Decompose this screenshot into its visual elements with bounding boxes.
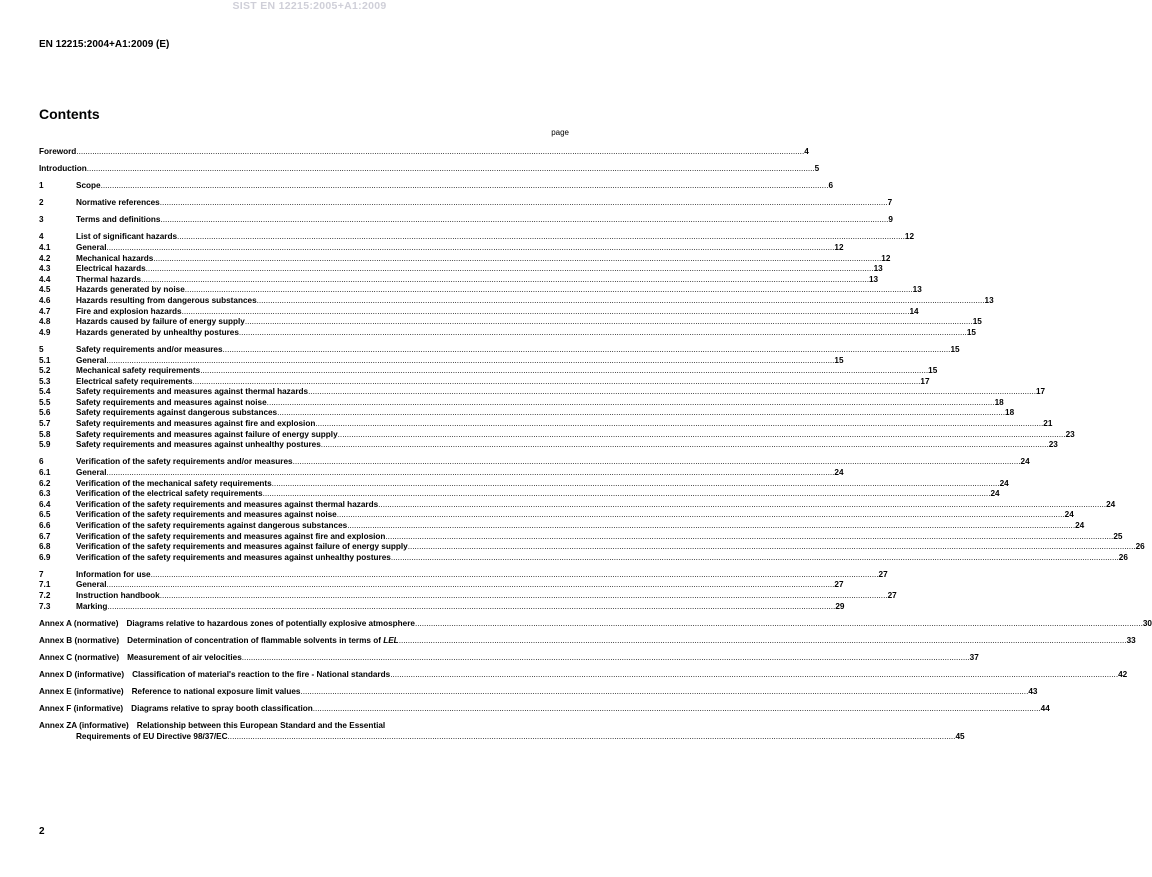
toc-section-number: 5 <box>39 344 44 354</box>
leader-dots <box>257 296 985 307</box>
leader-dots <box>76 147 804 158</box>
toc-subsection-title: Safety requirements and measures against noise <box>76 397 267 407</box>
toc-subsection-title: Electrical hazards <box>76 264 146 274</box>
leader-dots <box>263 489 991 500</box>
leader-dots <box>378 500 1106 511</box>
toc-subsection-page: 26 <box>1135 542 1145 552</box>
toc-subsection[interactable] <box>39 296 994 307</box>
leader-dots <box>160 198 888 209</box>
toc-subsection-number: 4.8 <box>39 317 51 327</box>
toc-subsection-page: 15 <box>834 355 844 365</box>
toc-subsection-page: 29 <box>835 601 845 611</box>
toc-subsection-page: 21 <box>1043 419 1053 429</box>
toc-subsection-page: 12 <box>834 243 844 253</box>
toc-subsection-title: Safety requirements and measures against thermal hazards <box>76 387 309 397</box>
toc-section[interactable] <box>39 344 960 356</box>
toc-subsection-number: 4.4 <box>39 274 51 284</box>
toc-subsection[interactable] <box>39 306 919 318</box>
leader-dots <box>272 479 1000 490</box>
toc-annex-label: Annex B (normative) <box>39 635 120 645</box>
toc-section-title: Safety requirements and/or measures <box>76 344 223 354</box>
leader-dots <box>337 510 1065 521</box>
toc-subsection-number: 5.9 <box>39 440 51 450</box>
toc-subsection-page: 17 <box>920 376 930 386</box>
toc-annex-title <box>132 670 390 681</box>
toc-subsection-page: 25 <box>1113 531 1123 541</box>
toc-subsection[interactable] <box>39 542 1145 553</box>
leader-dots <box>141 275 869 286</box>
toc-subsection-title: Mechanical safety requirements <box>76 366 201 376</box>
toc-section[interactable] <box>39 198 893 209</box>
leader-dots <box>408 542 1136 553</box>
toc-section-page: 24 <box>1020 457 1030 467</box>
toc-annex[interactable] <box>39 721 569 732</box>
toc-subsection-page: 18 <box>1005 408 1015 418</box>
toc-subsection-number: 4.9 <box>39 327 51 337</box>
toc-subsection-title: Hazards caused by failure of energy supply <box>76 317 245 327</box>
leader-dots <box>242 653 970 664</box>
toc-subsection-title: General <box>76 580 107 590</box>
toc-annex[interactable] <box>39 635 1136 647</box>
leader-dots <box>151 570 879 581</box>
leader-dots <box>107 602 835 613</box>
leader-dots <box>228 732 956 743</box>
toc-subsection[interactable] <box>39 580 844 591</box>
toc-subsection[interactable] <box>39 419 1053 430</box>
toc-annex-title <box>132 687 301 698</box>
document-id: EN 12215:2004+A1:2009 (E) <box>39 39 170 50</box>
toc-subsection-title: Safety requirements and measures against fire and explosion <box>76 419 316 429</box>
toc-subsection-number: 5.1 <box>39 355 51 365</box>
toc-subsection-page: 17 <box>1036 387 1046 397</box>
toc-subsection[interactable] <box>39 355 844 367</box>
toc-subsection-number: 4.1 <box>39 243 51 253</box>
leader-dots <box>200 366 928 377</box>
toc-annex[interactable] <box>39 687 1038 698</box>
toc-subsection[interactable] <box>39 489 1000 500</box>
toc-annex-title-text: Determination of concentration of flammable solvents in terms of <box>127 635 381 645</box>
toc-annex-title-text: Reference to national exposure limit values <box>131 687 301 697</box>
toc-annex-continuation[interactable] <box>39 731 965 743</box>
leader-dots <box>390 670 1118 681</box>
leader-dots <box>107 356 835 367</box>
toc-annex-page: 43 <box>1028 687 1038 697</box>
page-title: Contents <box>39 106 100 122</box>
toc-annex-title <box>127 653 242 664</box>
toc-subsection-page: 26 <box>1118 552 1128 562</box>
toc-subsection-page: 13 <box>873 264 883 274</box>
toc-subsection[interactable] <box>39 264 883 275</box>
toc-subsection-title: General <box>76 467 107 477</box>
toc-section-title: Scope <box>76 181 101 191</box>
toc-subsection-number: 5.6 <box>39 408 51 418</box>
toc-subsection-title: Fire and explosion hazards <box>76 306 182 316</box>
toc-subsection[interactable] <box>39 478 1009 490</box>
toc-subsection-page: 23 <box>1065 429 1075 439</box>
toc-subsection-page: 14 <box>909 306 919 316</box>
leader-dots <box>385 532 1113 543</box>
toc-entry-title: Foreword <box>39 147 77 156</box>
toc-annex-title-text: Classification of material's reaction to the fire - National standards <box>132 669 391 679</box>
toc-subsection-title: Marking <box>76 601 108 611</box>
toc-subsection-number: 6.6 <box>39 520 51 530</box>
toc-entry[interactable] <box>39 147 809 158</box>
leader-dots <box>87 164 815 175</box>
toc-annex-label: Annex C (normative) <box>39 652 120 662</box>
leader-dots <box>177 232 905 243</box>
toc-subsection-title: Thermal hazards <box>76 274 142 284</box>
toc-subsection-title: Verification of the safety requirements and measures against thermal hazards <box>76 499 379 509</box>
toc-subsection-page: 24 <box>1064 510 1074 520</box>
toc-subsection[interactable] <box>39 253 891 265</box>
toc-subsection-number: 5.2 <box>39 366 51 376</box>
toc-subsection[interactable] <box>39 243 844 254</box>
toc-subsection-title: Verification of the electrical safety requirements <box>76 489 263 499</box>
leader-dots <box>245 317 973 328</box>
toc-subsection-page: 24 <box>1106 499 1116 509</box>
toc-section-page: 27 <box>878 569 888 579</box>
toc-section-page: 9 <box>888 215 893 225</box>
leader-dots <box>153 254 881 265</box>
toc-annex-title <box>127 636 399 647</box>
toc-subsection-number: 6.4 <box>39 499 51 509</box>
toc-annex-label: Annex A (normative) <box>39 618 119 628</box>
leader-dots <box>308 387 1036 398</box>
toc-subsection-page: 27 <box>834 580 844 590</box>
toc-subsection-number: 4.3 <box>39 264 51 274</box>
page-number: 2 <box>39 826 45 837</box>
toc-section-page: 6 <box>828 181 834 191</box>
toc-subsection-number: 7.3 <box>39 601 51 611</box>
toc-subsection-page: 13 <box>869 274 879 284</box>
toc-subsection-page: 24 <box>1075 520 1085 530</box>
toc-annex-page: 42 <box>1118 669 1128 679</box>
toc-subsection[interactable] <box>39 601 845 613</box>
toc-annex[interactable] <box>39 704 1050 715</box>
toc-subsection-title: Verification of the safety requirements and measures against failure of energy supply <box>76 542 408 552</box>
toc-subsection-page: 13 <box>912 285 922 295</box>
toc-section-title: List of significant hazards <box>76 232 177 242</box>
toc-subsection-number: 5.3 <box>39 376 51 386</box>
toc-section-number: 3 <box>39 215 44 225</box>
toc-subsection-number: 7.2 <box>39 590 51 600</box>
leader-dots <box>347 521 1075 532</box>
toc-subsection-title: General <box>76 355 107 365</box>
toc-annex-title-cont: Requirements of EU Directive 98/37/EC <box>76 731 228 741</box>
toc-subsection-title: Safety requirements against dangerous substances <box>76 408 278 418</box>
watermark: SIST EN 12215:2005+A1:2009 <box>232 0 387 12</box>
toc-subsection-number: 6.3 <box>39 489 51 499</box>
toc-subsection-title: Hazards generated by unhealthy postures <box>76 327 239 337</box>
leader-dots <box>107 243 835 254</box>
leader-dots <box>193 377 921 388</box>
leader-dots <box>223 345 951 356</box>
toc-subsection-page: 23 <box>1048 440 1058 450</box>
toc-subsection[interactable] <box>39 327 976 339</box>
toc-subsection[interactable] <box>39 531 1123 543</box>
toc-subsection-number: 4.2 <box>39 253 51 263</box>
toc-subsection-title: Verification of the safety requirements against dangerous substances <box>76 520 348 530</box>
toc-section-number: 7 <box>39 569 44 579</box>
toc-subsection-number: 6.1 <box>39 467 51 477</box>
toc-annex[interactable] <box>39 652 979 664</box>
toc-subsection[interactable] <box>39 552 1128 564</box>
leader-dots <box>160 215 888 226</box>
leader-dots <box>277 408 1005 419</box>
leader-dots <box>185 285 913 296</box>
toc-subsection-number: 6.9 <box>39 552 51 562</box>
toc-subsection-title: Verification of the safety requirements and measures against noise <box>76 510 337 520</box>
toc-section-number: 2 <box>39 198 44 208</box>
leader-dots <box>182 307 910 318</box>
toc-subsection-number: 6.5 <box>39 510 51 520</box>
toc-annex-title-text: Diagrams relative to spray booth classification <box>131 704 313 714</box>
leader-dots <box>338 430 1066 441</box>
toc-section-title: Terms and definitions <box>76 215 161 225</box>
toc-subsection[interactable] <box>39 590 897 602</box>
toc-subsection-page: 24 <box>834 467 844 477</box>
toc-subsection-title: Electrical safety requirements <box>76 376 193 386</box>
toc-section[interactable] <box>39 181 834 192</box>
toc-subsection-page: 13 <box>984 296 994 306</box>
toc-subsection-number: 6.8 <box>39 542 51 552</box>
toc-subsection[interactable] <box>39 366 938 377</box>
toc-subsection-page: 15 <box>966 327 976 337</box>
toc-subsection[interactable] <box>39 387 1046 398</box>
toc-subsection-title: Instruction handbook <box>76 590 160 600</box>
toc-subsection-page: 24 <box>999 478 1009 488</box>
toc-subsection-page: 24 <box>990 489 1000 499</box>
toc-subsection-page: 27 <box>887 590 897 600</box>
leader-dots <box>101 181 829 192</box>
toc-subsection-number: 5.8 <box>39 429 51 439</box>
leader-dots <box>391 553 1119 564</box>
toc-subsection[interactable] <box>39 376 930 388</box>
toc-subsection[interactable] <box>39 285 922 296</box>
toc-subsection[interactable] <box>39 317 982 328</box>
toc-annex-title: Relationship between this European Standard and the Essential <box>136 721 386 731</box>
toc-section[interactable] <box>39 232 915 243</box>
toc-section-number: 6 <box>39 457 44 467</box>
leader-dots <box>160 591 888 602</box>
table-of-contents <box>39 147 1152 749</box>
toc-subsection-number: 5.4 <box>39 387 51 397</box>
leader-dots <box>239 328 967 339</box>
toc-section[interactable] <box>39 457 1030 468</box>
toc-annex-page: 45 <box>955 731 965 741</box>
leader-dots <box>146 264 874 275</box>
toc-subsection-number: 4.6 <box>39 296 51 306</box>
leader-dots <box>415 619 1143 630</box>
toc-section-title: Verification of the safety requirements and/or measures <box>76 457 293 467</box>
toc-entry-page: 4 <box>804 147 809 156</box>
toc-subsection-title: Mechanical hazards <box>76 253 154 263</box>
toc-annex-title <box>126 619 414 630</box>
toc-subsection-title: Safety requirements and measures against failure of energy supply <box>76 429 338 439</box>
toc-subsection[interactable] <box>39 274 879 286</box>
toc-subsection[interactable] <box>39 408 1015 419</box>
toc-subsection[interactable] <box>39 467 844 479</box>
toc-section-title: Information for use <box>76 569 151 579</box>
toc-section-title: Normative references <box>76 198 160 208</box>
toc-subsection-number: 6.7 <box>39 531 51 541</box>
leader-dots <box>399 636 1127 647</box>
toc-subsection[interactable] <box>39 499 1116 511</box>
toc-subsection[interactable] <box>39 510 1074 521</box>
toc-subsection-title: Hazards resulting from dangerous substances <box>76 296 257 306</box>
toc-subsection-page: 18 <box>994 397 1004 407</box>
toc-annex-label: Annex ZA (informative) <box>39 721 129 731</box>
toc-subsection-page: 12 <box>881 253 891 263</box>
toc-subsection-title: Verification of the safety requirements and measures against fire and explosion <box>76 531 386 541</box>
leader-dots <box>267 398 995 409</box>
toc-subsection-title: Hazards generated by noise <box>76 285 185 295</box>
toc-subsection-title: General <box>76 243 107 253</box>
leader-dots <box>107 468 835 479</box>
toc-section-page: 15 <box>950 344 960 354</box>
toc-annex-title-text: Diagrams relative to hazardous zones of potentially explosive atmosphere <box>126 618 415 628</box>
toc-annex-label: Annex D (informative) <box>39 669 125 679</box>
leader-dots <box>313 704 1041 715</box>
toc-section-number: 1 <box>39 181 44 191</box>
toc-subsection-page: 15 <box>928 366 938 376</box>
leader-dots <box>321 440 1049 451</box>
toc-subsection-number: 6.2 <box>39 478 51 488</box>
toc-subsection-title: Verification of the mechanical safety requirements <box>76 478 272 488</box>
toc-subsection-number: 7.1 <box>39 580 51 590</box>
toc-subsection-page: 15 <box>972 317 982 327</box>
toc-annex-title <box>131 704 313 715</box>
toc-subsection[interactable] <box>39 440 1058 451</box>
toc-annex-title-text: Measurement of air velocities <box>127 652 242 662</box>
toc-entry[interactable] <box>39 164 820 175</box>
leader-dots <box>293 457 1021 468</box>
toc-section[interactable] <box>39 215 893 226</box>
toc-subsection-number: 4.5 <box>39 285 51 295</box>
toc-subsection[interactable] <box>39 429 1075 441</box>
toc-subsection[interactable] <box>39 520 1085 532</box>
toc-annex[interactable] <box>39 618 1152 630</box>
toc-entry-title: Introduction <box>39 164 87 174</box>
toc-annex-page: 33 <box>1126 635 1136 645</box>
leader-dots <box>315 419 1043 430</box>
toc-annex-page: 37 <box>969 652 979 662</box>
toc-subsection-number: 5.7 <box>39 419 51 429</box>
toc-section-page: 7 <box>887 198 893 208</box>
toc-section-number: 4 <box>39 232 44 242</box>
toc-section-page: 12 <box>904 232 915 242</box>
toc-annex-label: Annex F (informative) <box>39 704 124 714</box>
toc-annex-title-emphasis: LEL <box>383 635 399 645</box>
toc-subsection[interactable] <box>39 397 1004 409</box>
toc-subsection-number: 4.7 <box>39 306 51 316</box>
toc-annex-page: 30 <box>1142 618 1152 628</box>
toc-subsection-title: Verification of the safety requirements and measures against unhealthy postures <box>76 552 391 562</box>
toc-section[interactable] <box>39 569 888 581</box>
page-column-label: page <box>551 128 569 137</box>
toc-annex-page: 44 <box>1040 704 1050 714</box>
toc-annex[interactable] <box>39 669 1128 681</box>
leader-dots <box>107 580 835 591</box>
leader-dots <box>300 687 1028 698</box>
toc-annex-label: Annex E (informative) <box>39 687 124 697</box>
toc-subsection-title: Safety requirements and measures against unhealthy postures <box>76 440 321 450</box>
toc-entry-page: 5 <box>814 164 820 174</box>
toc-subsection-number: 5.5 <box>39 397 51 407</box>
